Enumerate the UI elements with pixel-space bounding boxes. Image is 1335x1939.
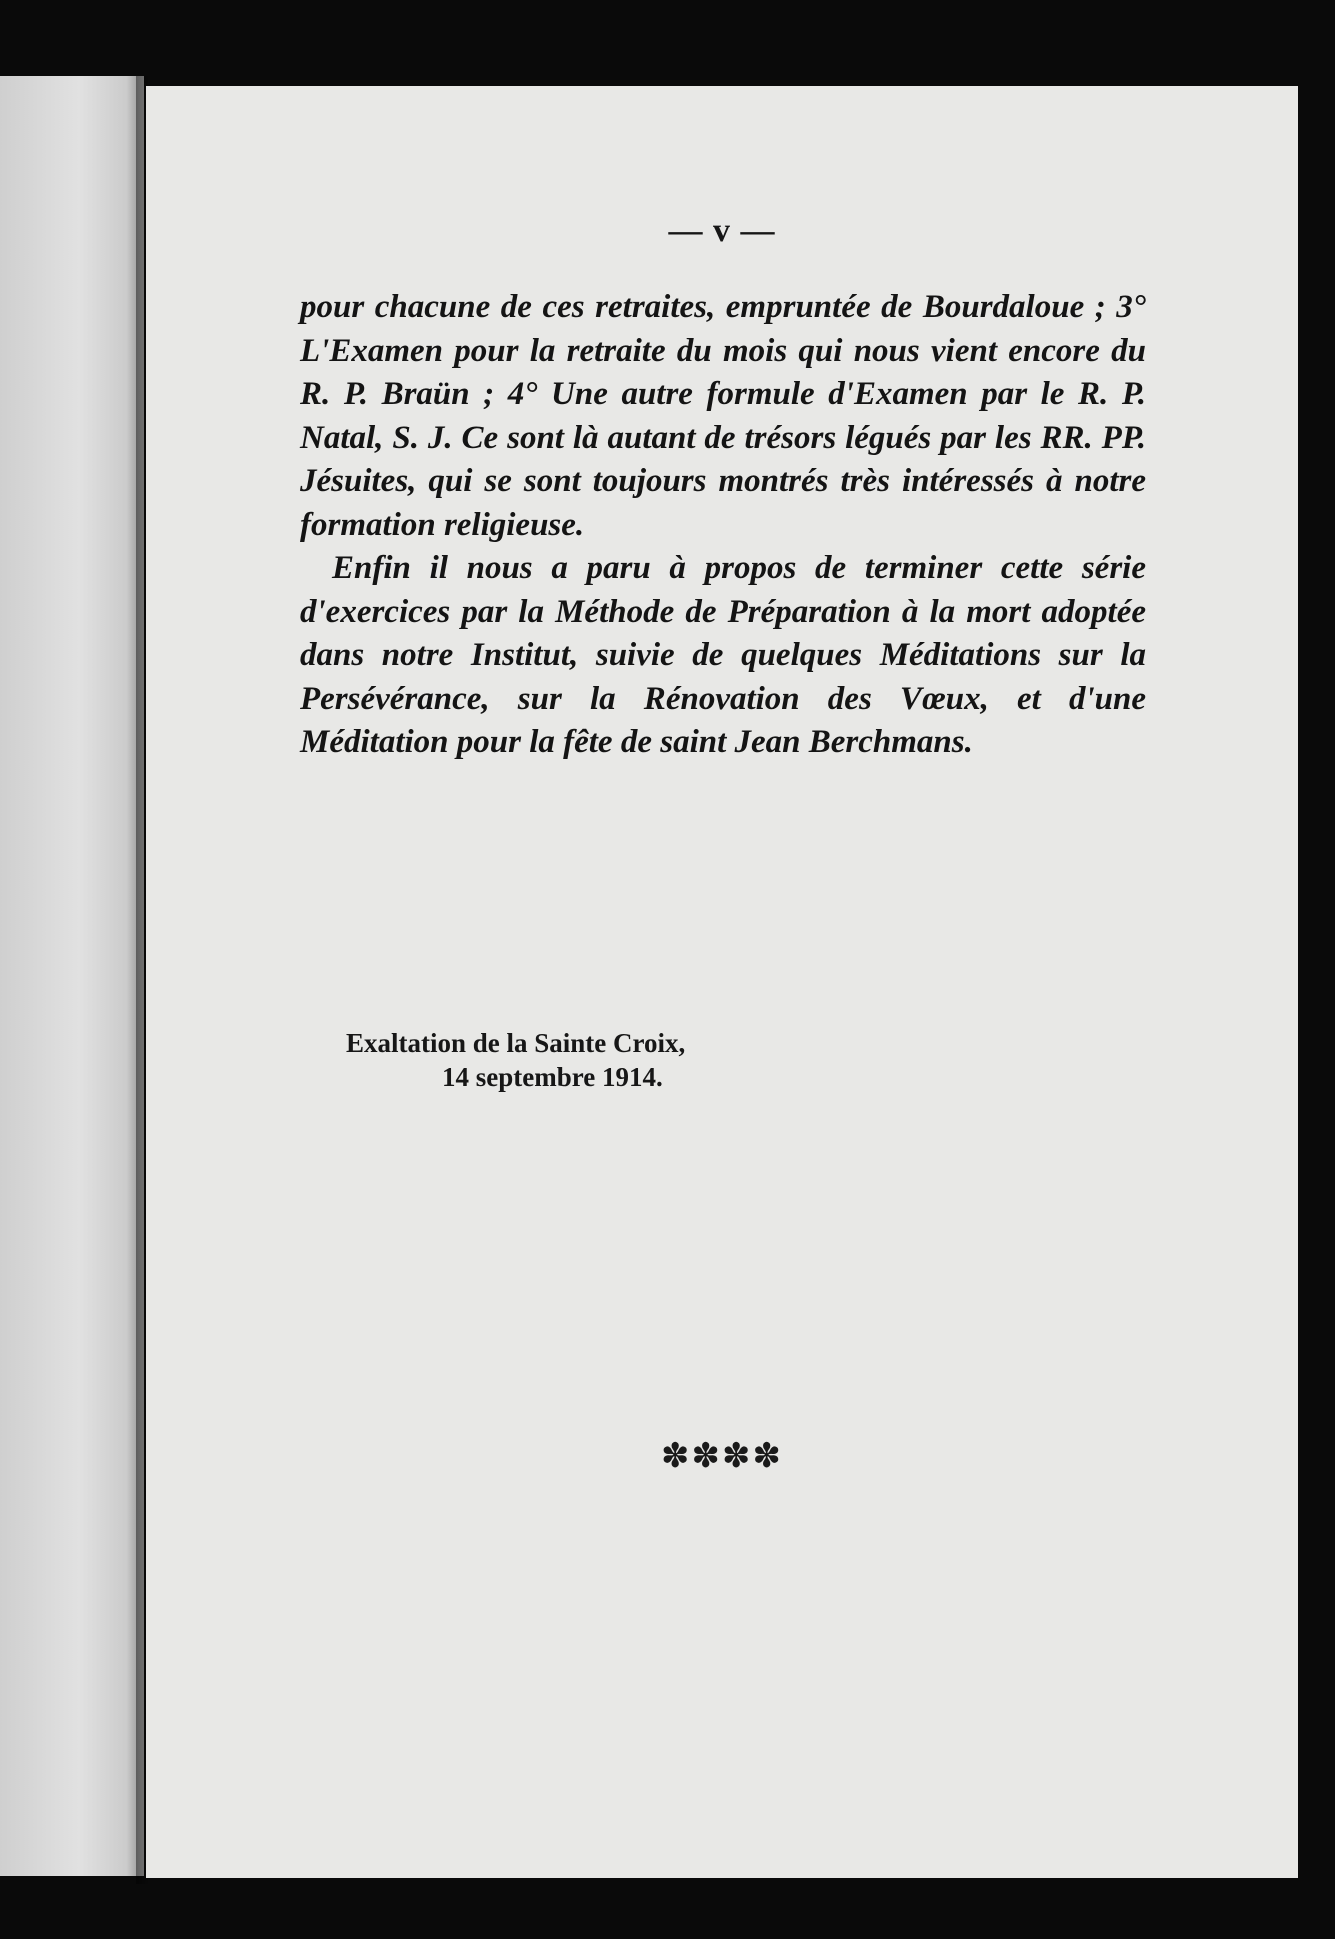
body-text bbox=[300, 286, 1146, 765]
book-page bbox=[146, 86, 1298, 1878]
page-number: — v — bbox=[668, 212, 776, 249]
ornament-fleurons: ✽✽✽✽ bbox=[661, 1436, 783, 1476]
dateline bbox=[346, 1026, 685, 1094]
dateline-feast: Exaltation de la Sainte Croix, bbox=[346, 1028, 686, 1058]
dateline-date: 14 septembre 1914. bbox=[442, 1062, 663, 1092]
facing-page-edge bbox=[0, 76, 144, 1876]
paragraph-2: Enfin il nous a paru à propos de terminer cette série d'exercices par la Méthode de Préparation à la mort adoptée dans notre Institut, suivie de quelques Méditations sur la Persévérance, sur la Rénovation des Vœux, et d'une Méditation pour la fête de saint Jean Berchmans. bbox=[300, 550, 1146, 760]
paragraph-1: pour chacune de ces retraites, empruntée de Bourdaloue ; 3° L'Examen pour la retraite du mois qui nous vient encore du R. P. Braün ; 4° Une autre formule d'Examen par le R. P. Natal, S. J. Ce sont là autant de trésors légués par les RR. PP. Jésuites, qui se sont toujours montrés très intéressés à notre formation religieuse. bbox=[300, 289, 1146, 543]
